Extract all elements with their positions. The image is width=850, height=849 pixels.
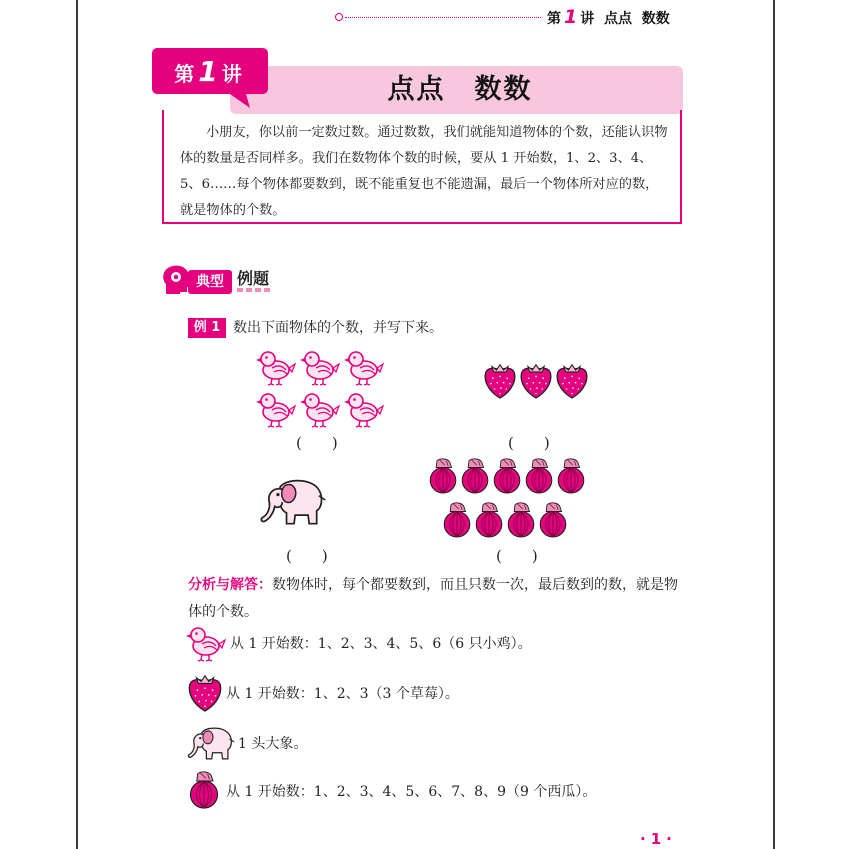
running-header-text: 第 1 讲 点点 数数 xyxy=(547,6,670,28)
example-question: 数出下面物体的个数，并写下来。 xyxy=(233,320,443,336)
answer-blank-watermelons: ( ) xyxy=(496,547,538,565)
chick-icon xyxy=(300,346,340,386)
watermelon-icon xyxy=(490,456,524,496)
watermelon-icon xyxy=(440,500,474,540)
answer-blank-elephant: ( ) xyxy=(286,547,328,565)
watermelon-icon xyxy=(472,500,506,540)
example-tag: 例 1 xyxy=(188,318,226,338)
answer-line-strawberries: 从 1 开始数：1、2、3（3 个草莓）。 xyxy=(226,686,459,702)
header-dot xyxy=(335,13,343,21)
chick-icon xyxy=(256,388,296,428)
analysis-label: 分析与解答： xyxy=(188,577,272,593)
watermelon-icon xyxy=(522,456,556,496)
watermelon-icon xyxy=(426,456,460,496)
intro-paragraph: 小朋友，你以前一定数过数。通过数数，我们就能知道物体的个数，还能认识物体的数量是否同样多。我们在数物体个数的时候，要从 1 开始数，1、2、3、4、5、6……每个物体都要数到，既不能重复也不能遗漏，最后一个物体所对应的数，就是物体的个数。 xyxy=(180,125,668,218)
answer-line-chicks: 从 1 开始数：1、2、3、4、5、6（6 只小鸡）。 xyxy=(230,636,532,652)
answer-blank-strawberries: ( ) xyxy=(508,434,550,452)
elephant-icon xyxy=(186,722,236,762)
chick-icon xyxy=(186,622,226,662)
watermelon-icon xyxy=(186,768,222,812)
watermelon-icon xyxy=(554,456,588,496)
watermelon-icon xyxy=(458,456,492,496)
lecture-badge-text: 第 1 讲 xyxy=(174,55,242,88)
header-rule xyxy=(345,17,541,18)
page-number: ·1· xyxy=(640,830,677,848)
answer-blank-chicks: ( ) xyxy=(296,434,338,452)
page-edge-right xyxy=(773,0,775,849)
section-label: 典型 xyxy=(188,270,232,294)
watermelon-icon xyxy=(536,500,570,540)
strawberry-icon xyxy=(554,360,590,400)
strawberry-icon xyxy=(482,360,518,400)
analysis-paragraph xyxy=(188,572,688,626)
strawberry-icon xyxy=(186,670,224,714)
lecture-title: 点点 数数 xyxy=(387,74,533,105)
watermelon-icon xyxy=(504,500,538,540)
chick-icon xyxy=(344,388,384,428)
analysis-text: 数物体时，每个都要数到，而且只数一次，最后数到的数，就是物体的个数。 xyxy=(188,577,678,620)
section-dash-decor xyxy=(237,288,273,292)
elephant-icon xyxy=(258,472,328,528)
answer-line-watermelons: 从 1 开始数：1、2、3、4、5、6、7、8、9（9 个西瓜）。 xyxy=(226,784,597,800)
answer-line-elephant: 1 头大象。 xyxy=(238,736,308,752)
chick-icon xyxy=(300,388,340,428)
section-title: 例题 xyxy=(237,269,270,288)
chick-icon xyxy=(344,346,384,386)
page-edge-left xyxy=(76,0,78,849)
strawberry-icon xyxy=(518,360,554,400)
running-header xyxy=(335,6,695,28)
chick-icon xyxy=(256,346,296,386)
